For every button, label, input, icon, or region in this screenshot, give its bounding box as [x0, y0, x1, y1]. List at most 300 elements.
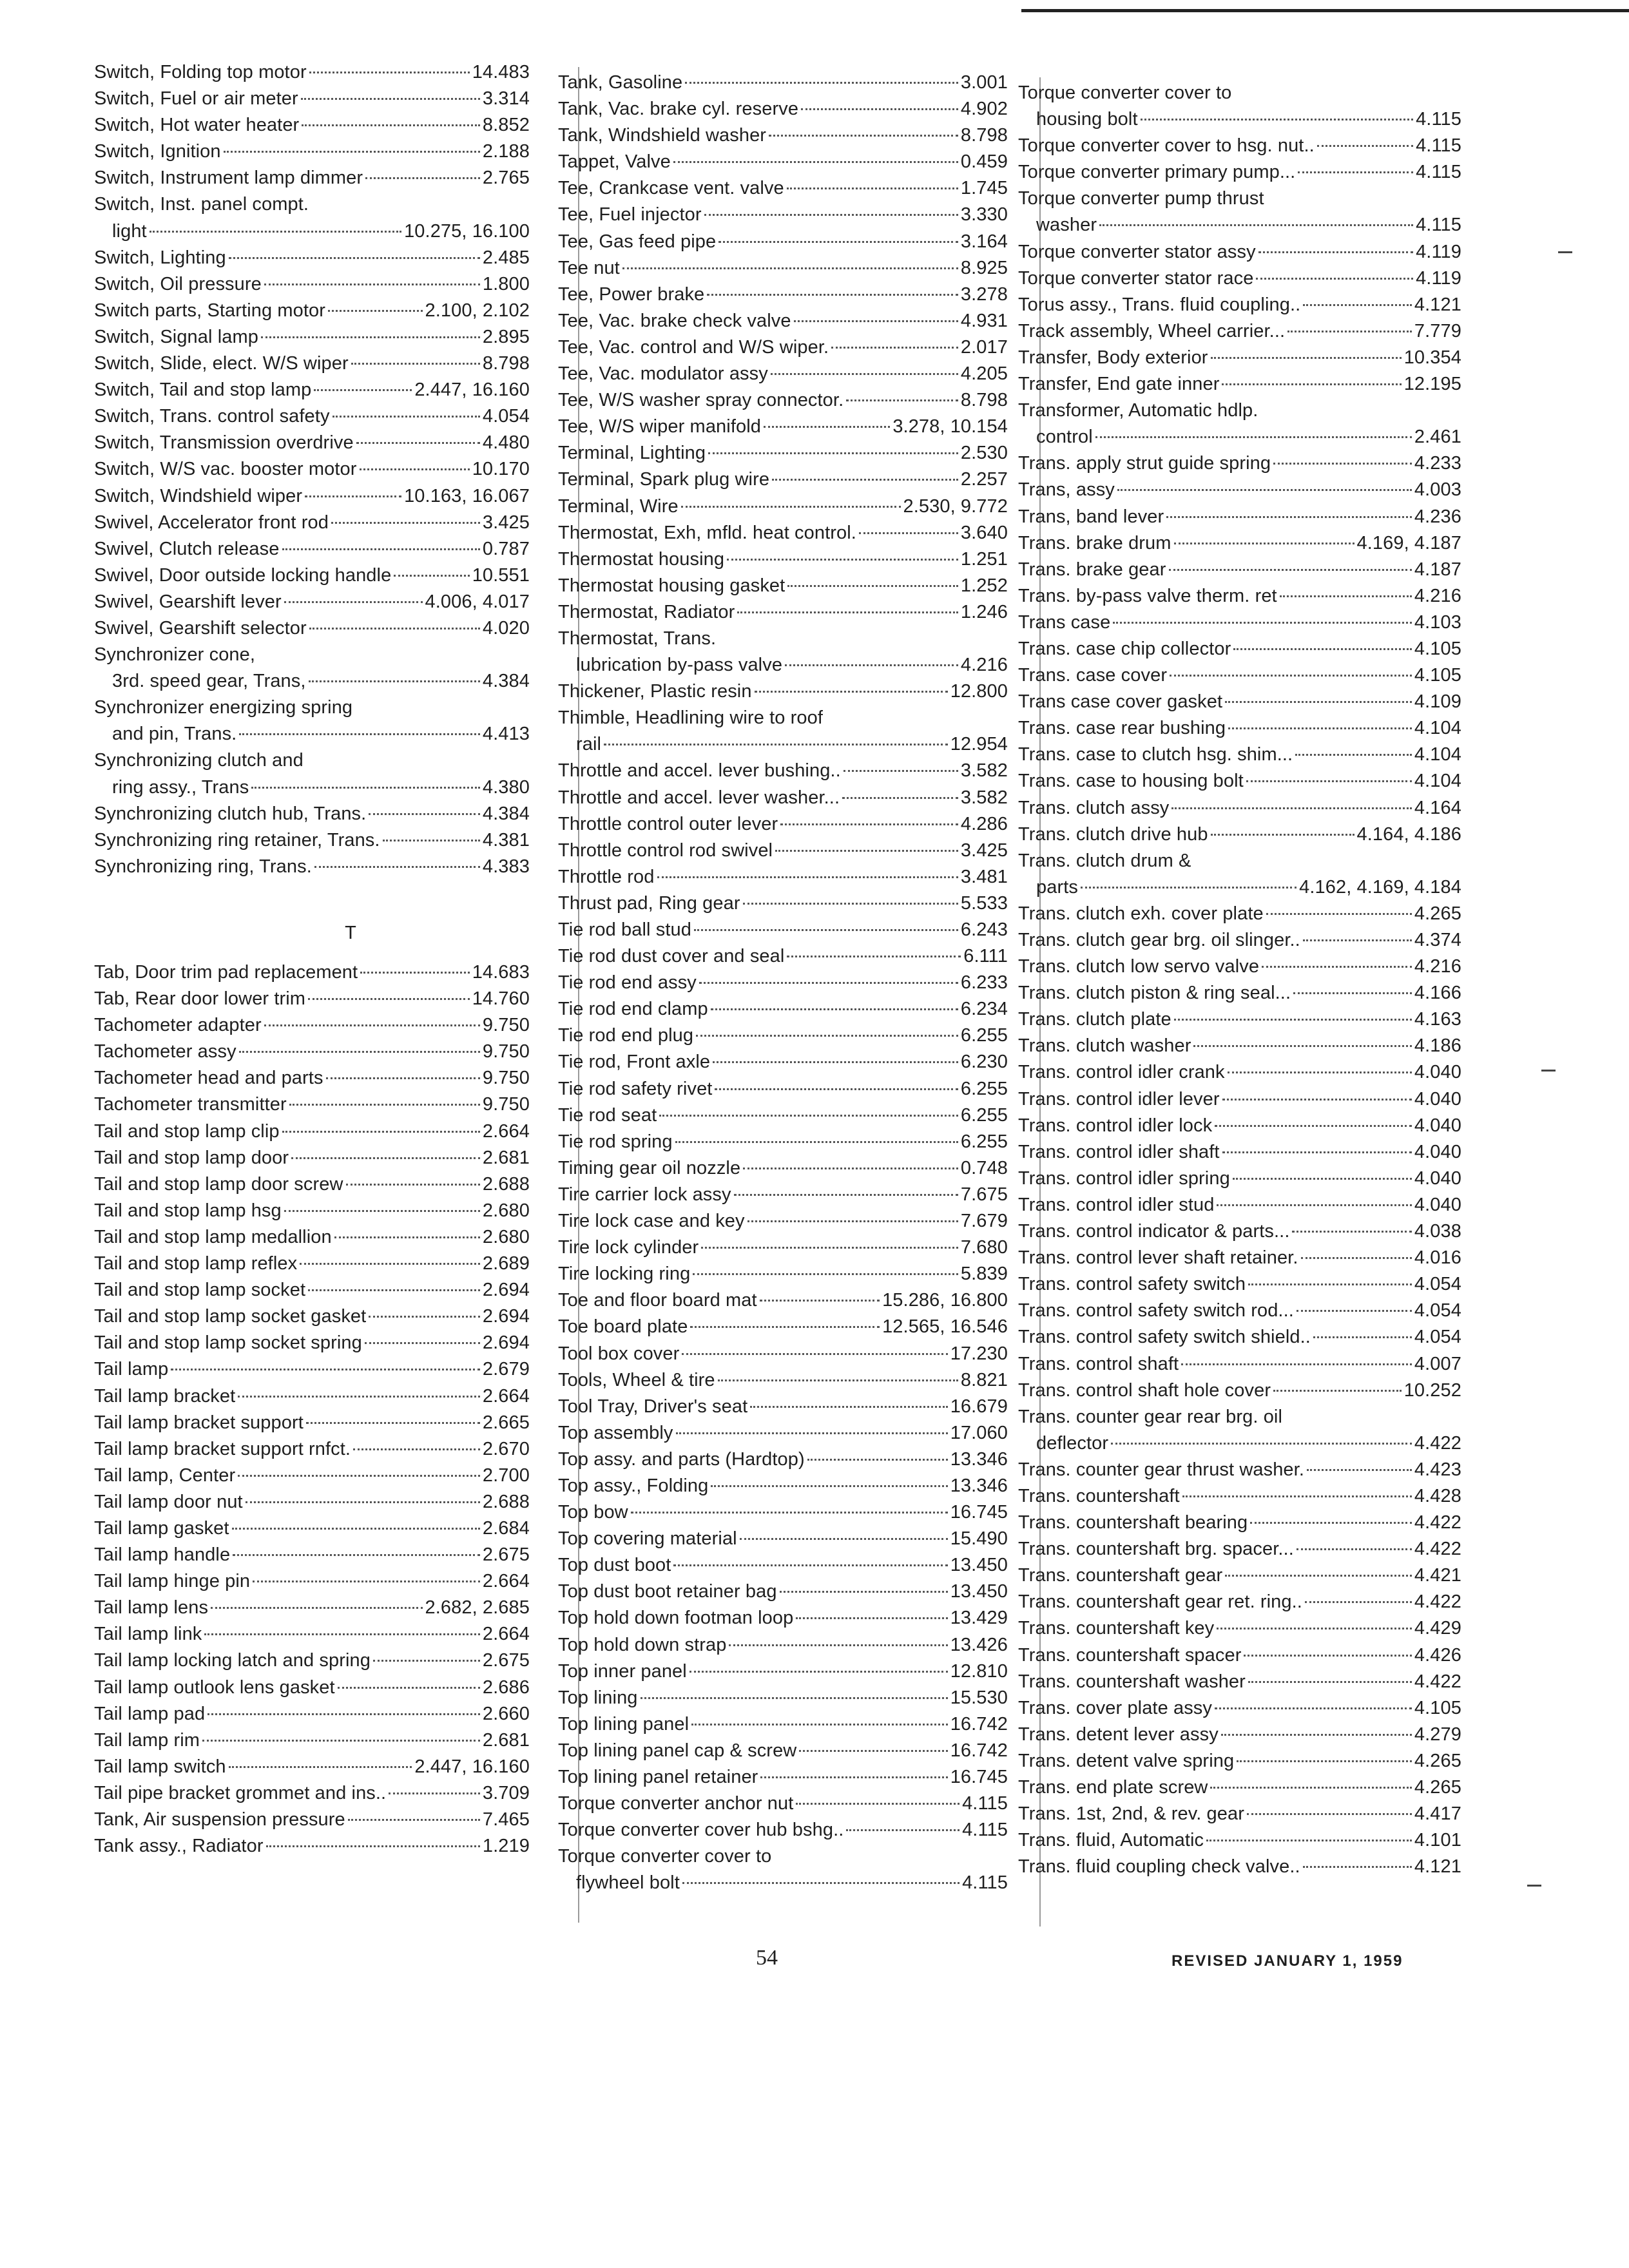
leader-dots: [328, 310, 423, 312]
index-entry: [558, 1314, 1008, 1340]
leader-dots: [682, 1353, 947, 1355]
entry-reference-number: 5.839: [960, 1264, 1008, 1285]
entry-name: Trans. brake gear: [1018, 559, 1166, 580]
entry-name: Top dust boot: [558, 1555, 671, 1576]
index-entry: [1018, 1827, 1461, 1854]
leader-dots: [204, 1633, 480, 1635]
index-entry: [1018, 1562, 1461, 1589]
entry-reference-number: 4.040: [1414, 1115, 1461, 1136]
index-entry: [1018, 1113, 1461, 1139]
entry-reference-number: 13.450: [950, 1555, 1008, 1576]
leader-dots: [334, 1236, 480, 1238]
entry-name: Tachometer transmitter: [94, 1094, 287, 1115]
index-entry: [94, 510, 530, 536]
entry-name: Switch, W/S vac. booster motor: [94, 459, 357, 480]
leader-dots: [1217, 1628, 1412, 1629]
entry-reference-number: 4.423: [1414, 1459, 1461, 1480]
leader-dots: [842, 797, 958, 799]
index-entry: [94, 1224, 530, 1251]
entry-name: Tank, Air suspension pressure: [94, 1809, 345, 1830]
entry-reference-number: 7.779: [1414, 320, 1461, 341]
leader-dots: [1233, 1178, 1412, 1180]
index-entry: [558, 440, 1008, 466]
leader-dots: [1171, 807, 1412, 809]
leader-dots: [831, 347, 958, 349]
entry-name: Switch, Slide, elect. W/S wiper: [94, 353, 349, 374]
entry-reference-number: 8.798: [482, 353, 530, 374]
leader-dots: [801, 108, 958, 110]
index-entry: [1018, 1748, 1461, 1774]
index-entry: [94, 1621, 530, 1648]
entry-reference-number: 16.745: [950, 1767, 1008, 1787]
entry-name: Trans. counter gear thrust washer.: [1018, 1459, 1304, 1480]
entry-reference-number: 1.246: [960, 601, 1008, 622]
entry-name: Trans. control safety switch: [1018, 1274, 1246, 1295]
entry-name: Top lining panel retainer: [558, 1767, 758, 1787]
leader-dots: [1273, 1390, 1402, 1392]
entry-name: Throttle and accel. lever bushing..: [558, 760, 841, 782]
index-entry: [558, 387, 1008, 414]
entry-reference-number: 10.551: [472, 564, 530, 586]
index-entry: [558, 1394, 1008, 1420]
index-entry: [1018, 1271, 1461, 1298]
index-entry: [1018, 1324, 1461, 1350]
entry-name: Tire locking ring: [558, 1264, 691, 1285]
entry-name: Transfer, End gate inner: [1018, 374, 1220, 395]
leader-dots: [711, 1008, 958, 1010]
index-entry: [1018, 1642, 1461, 1669]
entry-name: Terminal, Wire: [558, 495, 679, 517]
entry-name: Trans. brake drum: [1018, 532, 1171, 553]
index-entry: [1018, 1483, 1461, 1510]
index-entry: [1018, 1139, 1461, 1166]
entry-name: Tail lamp bracket support: [94, 1412, 304, 1433]
index-entry: [558, 1711, 1008, 1738]
entry-name: Switch, Windshield wiper: [94, 485, 303, 506]
leader-dots: [202, 1740, 480, 1742]
index-entry: [94, 1833, 530, 1860]
leader-dots: [673, 161, 958, 163]
entry-reference-number: 1.252: [960, 575, 1008, 596]
entry-name: 3rd. speed gear, Trans,: [112, 671, 306, 692]
leader-dots: [699, 982, 958, 984]
entry-name: Switch, Instrument lamp dimmer: [94, 168, 363, 189]
index-entry: [558, 1129, 1008, 1155]
entry-reference-number: 4.380: [482, 776, 530, 798]
index-entry: [558, 520, 1008, 546]
index-entry: [94, 589, 530, 615]
leader-dots: [1211, 357, 1402, 359]
index-entry: [94, 483, 530, 510]
entry-name: Trans. control idler lock: [1018, 1115, 1213, 1136]
entry-name: Swivel, Clutch release: [94, 538, 280, 559]
entry-reference-number: 4.040: [1414, 1194, 1461, 1215]
index-entry: [1018, 477, 1461, 503]
index-entry: [558, 864, 1008, 890]
leader-dots: [657, 876, 958, 878]
index-entry-heading: Synchronizer cone,: [94, 644, 256, 666]
entry-name: Trans. control idler stud: [1018, 1194, 1215, 1215]
entry-reference-number: 9.750: [482, 1094, 530, 1115]
index-entry: [94, 1012, 530, 1039]
leader-dots: [1174, 543, 1354, 544]
entry-reference-number: 8.925: [960, 257, 1008, 278]
leader-dots: [1117, 489, 1412, 491]
entry-reference-number: 2.447, 16.160: [414, 380, 530, 401]
index-entry-heading: Trans. clutch drum &: [1018, 850, 1191, 871]
entry-reference-number: 6.233: [960, 972, 1008, 994]
leader-dots: [1298, 171, 1413, 173]
entry-reference-number: 2.689: [482, 1253, 530, 1274]
entry-name: Tail lamp bracket: [94, 1385, 236, 1407]
entry-name: rail: [576, 734, 602, 755]
index-entry: [1018, 610, 1461, 636]
entry-name: Trans. detent lever assy: [1018, 1724, 1219, 1745]
leader-dots: [300, 1263, 480, 1265]
entry-reference-number: 17.060: [950, 1422, 1008, 1443]
entry-name: Trans. control shaft: [1018, 1353, 1179, 1374]
index-entry: [94, 1119, 530, 1145]
index-entry: [558, 1870, 1008, 1896]
index-entry: [94, 298, 530, 324]
entry-reference-number: 12.565, 16.546: [882, 1316, 1008, 1338]
index-entry: [94, 959, 530, 986]
index-entry: [558, 1499, 1008, 1526]
leader-dots: [346, 1184, 480, 1186]
leader-dots: [1222, 1151, 1412, 1153]
entry-reference-number: 4.162, 4.169, 4.184: [1299, 876, 1461, 898]
entry-name: Trans. end plate screw: [1018, 1777, 1208, 1798]
index-entry: [1018, 159, 1461, 186]
entry-name: Switch, Hot water heater: [94, 115, 300, 136]
entry-reference-number: 4.054: [482, 406, 530, 427]
index-entry: [558, 1579, 1008, 1605]
leader-dots: [690, 1326, 880, 1328]
entry-name: Tie rod seat: [558, 1104, 657, 1126]
leader-dots: [1233, 648, 1412, 650]
leader-dots: [333, 416, 480, 418]
leader-dots: [729, 1644, 947, 1646]
entry-reference-number: 6.255: [960, 1104, 1008, 1126]
leader-dots: [1225, 701, 1412, 703]
leader-dots: [171, 1369, 480, 1370]
entry-name: Tail and stop lamp reflex: [94, 1253, 298, 1274]
entry-reference-number: 7.675: [960, 1184, 1008, 1205]
leader-dots: [1169, 569, 1412, 571]
entry-reference-number: 4.115: [1416, 109, 1461, 130]
index-entry: [94, 1171, 530, 1198]
index-entry: [1018, 1510, 1461, 1536]
entry-reference-number: 0.748: [960, 1157, 1008, 1178]
entry-reference-number: 4.115: [1416, 135, 1461, 157]
index-entry: [558, 1632, 1008, 1658]
index-entry: [94, 1251, 530, 1277]
leader-dots: [326, 1077, 480, 1079]
index-entry: [94, 456, 530, 483]
leader-dots: [1206, 1840, 1412, 1841]
index-entry: [558, 1049, 1008, 1075]
entry-name: Switch, Oil pressure: [94, 273, 262, 294]
entry-name: Synchronizing clutch hub, Trans.: [94, 803, 367, 824]
index-entry: [1018, 1774, 1461, 1801]
entry-name: Trans. clutch exh. cover plate: [1018, 903, 1264, 924]
leader-dots: [701, 1247, 958, 1249]
index-entry-heading: Synchronizer energizing spring: [94, 697, 353, 718]
section-letter-heading: T: [345, 923, 356, 943]
entry-name: Tail lamp: [94, 1359, 169, 1380]
leader-dots: [365, 177, 480, 179]
leader-dots: [1256, 278, 1413, 280]
leader-dots: [1296, 1310, 1412, 1312]
entry-name: Throttle rod: [558, 866, 655, 887]
index-entry: [1018, 1801, 1461, 1827]
leader-dots: [291, 1157, 480, 1159]
index-entry: [94, 1410, 530, 1436]
index-entry: [94, 218, 530, 245]
entry-reference-number: 3.709: [482, 1782, 530, 1803]
entry-name: Switch, Tail and stop lamp: [94, 380, 312, 401]
leader-dots: [1215, 1125, 1412, 1127]
leader-dots: [239, 1051, 480, 1053]
entry-name: Trans. 1st, 2nd, & rev. gear: [1018, 1803, 1244, 1825]
index-entry: [94, 1648, 530, 1674]
entry-reference-number: 4.164: [1414, 797, 1461, 818]
leader-dots: [264, 284, 480, 285]
leader-dots: [1247, 1813, 1412, 1815]
entry-name: Trans. countershaft: [1018, 1485, 1180, 1506]
index-entry: [558, 1182, 1008, 1208]
entry-name: Trans. countershaft spacer: [1018, 1644, 1242, 1666]
entry-reference-number: 3.314: [482, 88, 530, 110]
entry-reference-number: 4.119: [1416, 241, 1461, 262]
index-entry: [558, 175, 1008, 202]
leader-dots: [787, 187, 958, 189]
index-entry: [94, 1807, 530, 1833]
entry-name: Tail and stop lamp door screw: [94, 1173, 343, 1195]
leader-dots: [685, 82, 958, 84]
index-entry: [558, 308, 1008, 334]
entry-reference-number: 4.105: [1414, 1697, 1461, 1718]
leader-dots: [747, 1220, 958, 1222]
entry-reference-number: 4.054: [1414, 1300, 1461, 1321]
index-entry: [558, 229, 1008, 255]
entry-reference-number: 13.426: [950, 1634, 1008, 1655]
index-entry: [1018, 1695, 1461, 1722]
leader-dots: [1217, 1204, 1411, 1206]
entry-reference-number: 4.169, 4.187: [1356, 532, 1461, 553]
entry-reference-number: 7.465: [482, 1809, 530, 1830]
entry-reference-number: 3.481: [960, 866, 1008, 887]
entry-reference-number: 12.195: [1403, 374, 1461, 395]
index-entry: [558, 970, 1008, 996]
entry-reference-number: 8.821: [960, 1369, 1008, 1390]
index-entry: [1018, 1298, 1461, 1324]
entry-reference-number: 2.188: [482, 141, 530, 162]
entry-reference-number: 2.688: [482, 1491, 530, 1512]
page-number: 54: [756, 1946, 778, 1970]
entry-name: Tail lamp lens: [94, 1597, 209, 1619]
index-entry: [558, 838, 1008, 864]
entry-reference-number: 13.450: [950, 1581, 1008, 1602]
entry-name: Trans. detent valve spring: [1018, 1750, 1235, 1771]
entry-name: Trans. fluid coupling check valve..: [1018, 1856, 1300, 1878]
leader-dots: [1248, 1681, 1412, 1683]
index-entry: [558, 758, 1008, 784]
index-entry: [94, 1436, 530, 1463]
index-entry: [94, 536, 530, 562]
index-entry: [558, 1367, 1008, 1394]
index-column-middle: [558, 70, 1008, 1896]
leader-dots: [689, 1671, 948, 1673]
leader-dots: [1211, 834, 1354, 836]
entry-reference-number: 2.100, 2.102: [425, 300, 530, 321]
leader-dots: [734, 1194, 958, 1196]
entry-name: Top assy. and parts (Hardtop): [558, 1448, 805, 1470]
leader-dots: [1181, 1363, 1412, 1365]
index-entry: [1018, 1166, 1461, 1192]
leader-dots: [264, 1024, 480, 1026]
entry-name: Trans. fluid, Automatic: [1018, 1830, 1204, 1851]
index-entry: [558, 1446, 1008, 1473]
entry-name: washer: [1036, 215, 1097, 236]
entry-reference-number: 2.664: [482, 1624, 530, 1645]
entry-reference-number: 7.680: [960, 1237, 1008, 1258]
entry-reference-number: 10.170: [472, 459, 530, 480]
leader-dots: [1303, 1866, 1412, 1868]
index-entry: [94, 668, 530, 695]
index-entry: [94, 615, 530, 642]
index-entry: [558, 1155, 1008, 1182]
entry-name: Tail lamp door nut: [94, 1491, 243, 1512]
index-entry: [94, 827, 530, 854]
index-entry: [94, 86, 530, 112]
leader-dots: [233, 1554, 480, 1556]
leader-dots: [1193, 1045, 1411, 1047]
entry-name: Top hold down strap: [558, 1634, 727, 1655]
index-entry: [558, 202, 1008, 228]
entry-name: Throttle control rod swivel: [558, 840, 773, 861]
entry-reference-number: 2.694: [482, 1332, 530, 1354]
index-entry: [94, 1754, 530, 1780]
entry-reference-number: 12.810: [950, 1660, 1008, 1682]
entry-reference-number: 3.640: [960, 522, 1008, 543]
entry-name: Throttle control outer lever: [558, 813, 778, 834]
index-entry: [558, 785, 1008, 811]
leader-dots: [846, 1829, 959, 1831]
entry-reference-number: 4.216: [1414, 585, 1461, 606]
leader-dots: [149, 231, 401, 233]
leader-dots: [1248, 1283, 1412, 1285]
entry-reference-number: 6.243: [960, 919, 1008, 940]
entry-reference-number: 4.381: [482, 829, 530, 850]
entry-name: Tab, Rear door lower trim: [94, 988, 306, 1010]
entry-name: Trans. control safety switch shield..: [1018, 1327, 1311, 1348]
entry-reference-number: 4.007: [1414, 1353, 1461, 1374]
entry-name: Tie rod, Front axle: [558, 1052, 711, 1073]
entry-name: Trans. case to clutch hsg. shim...: [1018, 744, 1293, 765]
entry-reference-number: 4.422: [1414, 1512, 1461, 1533]
entry-name: parts: [1036, 876, 1078, 898]
index-entry: [94, 139, 530, 165]
index-entry: [94, 1198, 530, 1224]
entry-name: Thermostat housing gasket: [558, 575, 786, 596]
leader-dots: [1303, 304, 1412, 306]
entry-reference-number: 2.530, 9.772: [903, 495, 1008, 517]
index-entry: [1018, 1589, 1461, 1615]
entry-reference-number: 4.105: [1414, 638, 1461, 659]
entry-reference-number: 5.533: [960, 892, 1008, 914]
index-entry: [558, 1235, 1008, 1261]
entry-reference-number: 14.760: [472, 988, 530, 1010]
index-entry: [1018, 662, 1461, 689]
leader-dots: [1111, 1443, 1412, 1445]
leader-dots: [365, 1342, 480, 1344]
entry-name: Top hold down footman loop: [558, 1608, 794, 1629]
leader-dots: [229, 1766, 412, 1768]
leader-dots: [309, 680, 480, 682]
index-entry: [558, 890, 1008, 917]
entry-name: Switch, Transmission overdrive: [94, 432, 354, 454]
entry-name: Torque converter primary pump...: [1018, 162, 1296, 183]
entry-reference-number: 4.101: [1414, 1830, 1461, 1851]
entry-name: Torque converter anchor nut: [558, 1793, 794, 1814]
index-entry: [558, 1341, 1008, 1367]
leader-dots: [1313, 1336, 1412, 1338]
leader-dots: [694, 929, 958, 931]
index-entry: [558, 96, 1008, 122]
leader-dots: [681, 506, 901, 508]
leader-dots: [224, 151, 480, 153]
entry-reference-number: 2.485: [482, 247, 530, 268]
entry-reference-number: 4.166: [1414, 983, 1461, 1004]
index-entry: [1018, 1615, 1461, 1642]
entry-reference-number: 4.121: [1414, 294, 1461, 315]
leader-dots: [775, 850, 958, 852]
entry-name: Trans. countershaft washer: [1018, 1671, 1246, 1692]
entry-name: and pin, Trans.: [112, 724, 237, 745]
entry-reference-number: 1.251: [960, 548, 1008, 570]
entry-reference-number: 8.852: [482, 115, 530, 136]
index-entry: [94, 1595, 530, 1621]
leader-dots: [356, 442, 480, 444]
entry-reference-number: 9.750: [482, 1015, 530, 1036]
entry-reference-number: 4.164, 4.186: [1356, 823, 1461, 845]
entry-reference-number: 4.374: [1414, 930, 1461, 950]
index-entry: [558, 494, 1008, 520]
leader-dots: [1317, 145, 1413, 147]
index-entry: [558, 678, 1008, 705]
entry-name: Tie rod ball stud: [558, 919, 691, 940]
index-entry: [1018, 636, 1461, 662]
leader-dots: [229, 257, 480, 259]
index-entry: [1018, 1722, 1461, 1748]
entry-name: Switch, Lighting: [94, 247, 226, 268]
index-entry: [94, 377, 530, 403]
entry-name: Top lining: [558, 1687, 638, 1708]
leader-dots: [1237, 1760, 1412, 1762]
leader-dots: [308, 1289, 480, 1291]
entry-reference-number: 4.422: [1414, 1539, 1461, 1560]
index-entry: [1018, 874, 1461, 901]
entry-name: Swivel, Gearshift lever: [94, 591, 282, 612]
index-entry: [1018, 345, 1461, 371]
entry-name: Trans. cover plate assy: [1018, 1697, 1213, 1718]
entry-reference-number: 1.800: [482, 273, 530, 294]
leader-dots: [641, 1697, 948, 1699]
entry-name: Tail and stop lamp door: [94, 1147, 289, 1168]
index-entry: [94, 854, 530, 880]
index-entry-heading: Trans. counter gear rear brg. oil: [1018, 1406, 1283, 1427]
